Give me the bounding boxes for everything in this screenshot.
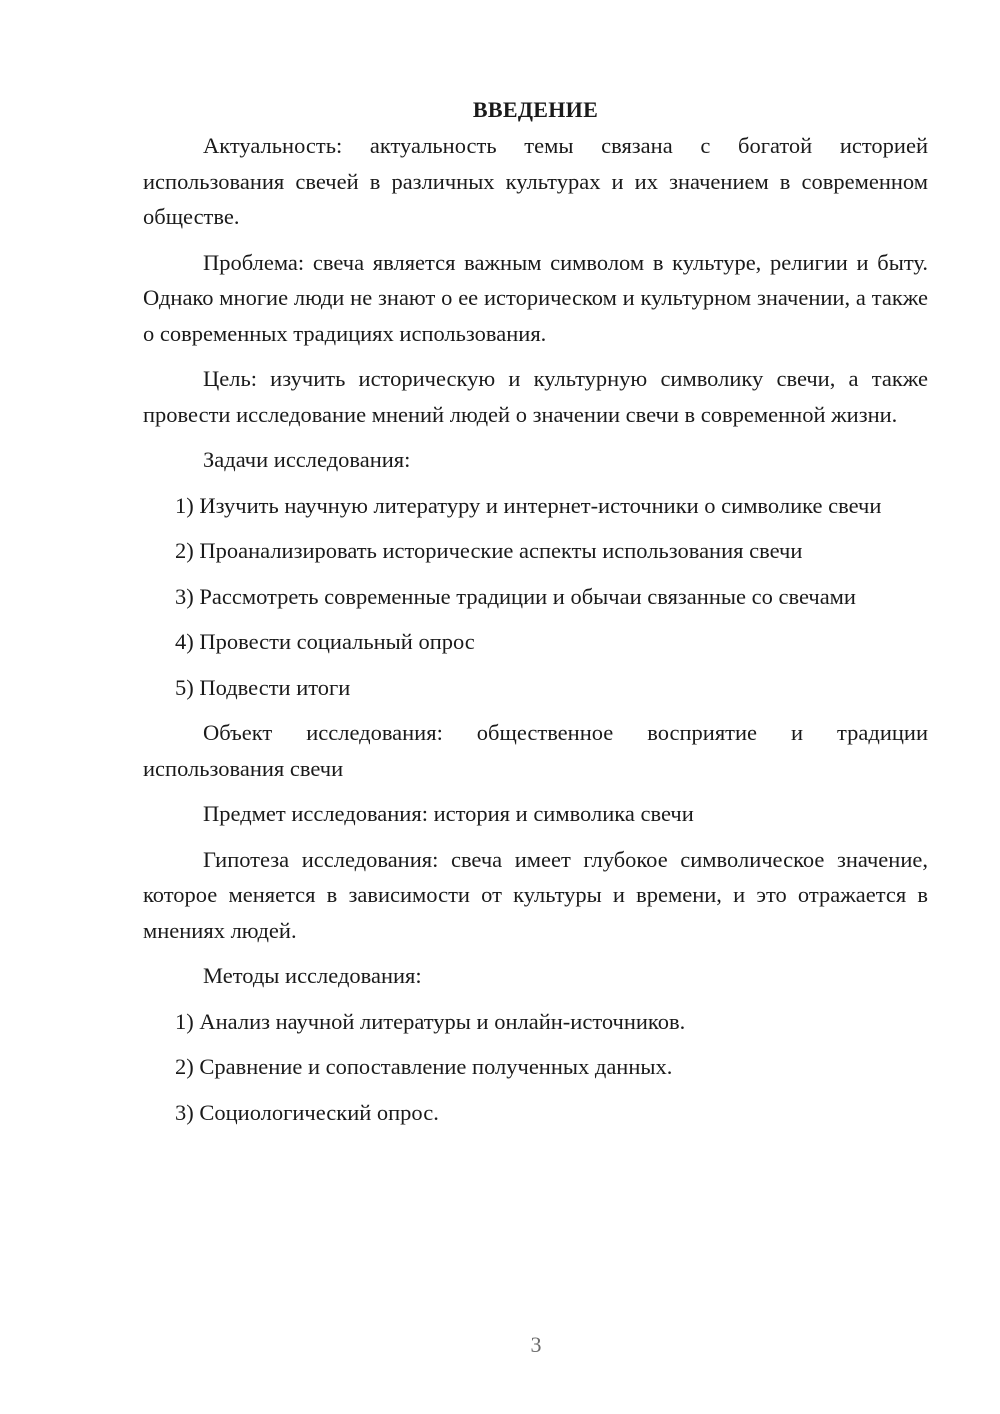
page-number: 3: [530, 1332, 542, 1357]
task-item-2: 2) Проанализировать исторические аспекты использования свечи: [175, 538, 803, 563]
task-item-4: 4) Провести социальный опрос: [175, 629, 475, 654]
task-item-3: 3) Рассмотреть современные традиции и обычаи связанные со свечами: [175, 583, 856, 609]
section-title: ВВЕДЕНИЕ: [472, 97, 599, 122]
goal-paragraph: Цель: изучить историческую и культурную символику свечи, а также провести исследование мнений людей о значении свечи в современной жизни.: [143, 366, 928, 427]
task-item-5: 5) Подвести итоги: [175, 674, 351, 700]
problem-paragraph: Проблема: свеча является важным символом в культуре, религии и быту. Однако многие люди не знают о ее историческом и культурном значении, а также о современных традициях использования.: [143, 249, 928, 346]
subject-paragraph: Предмет исследования: история и символика свечи: [203, 801, 694, 826]
tasks-heading: Задачи исследования:: [203, 447, 411, 472]
hypothesis-paragraph: Гипотеза исследования: свеча имеет глубокое символическое значение, которое меняется в зависимости от культуры и времени, и это отражается в мнениях людей.: [143, 846, 928, 943]
task-item-1: 1) Изучить научную литературу и интернет-источники о символике свечи: [175, 492, 882, 518]
method-item-2: 2) Сравнение и сопоставление полученных данных.: [175, 1054, 673, 1079]
object-paragraph: Объект исследования: общественное восприятие и традиции использования свечи: [143, 720, 928, 781]
methods-heading: Методы исследования:: [203, 963, 422, 988]
relevance-paragraph: Актуальность: актуальность темы связана с богатой историей использования свечей в различных культурах и их значением в современном обществе.: [143, 133, 928, 229]
method-item-3: 3) Социологический опрос.: [175, 1099, 439, 1125]
method-item-1: 1) Анализ научной литературы и онлайн-источников.: [175, 1008, 686, 1034]
document-body: [143, 92, 928, 1140]
